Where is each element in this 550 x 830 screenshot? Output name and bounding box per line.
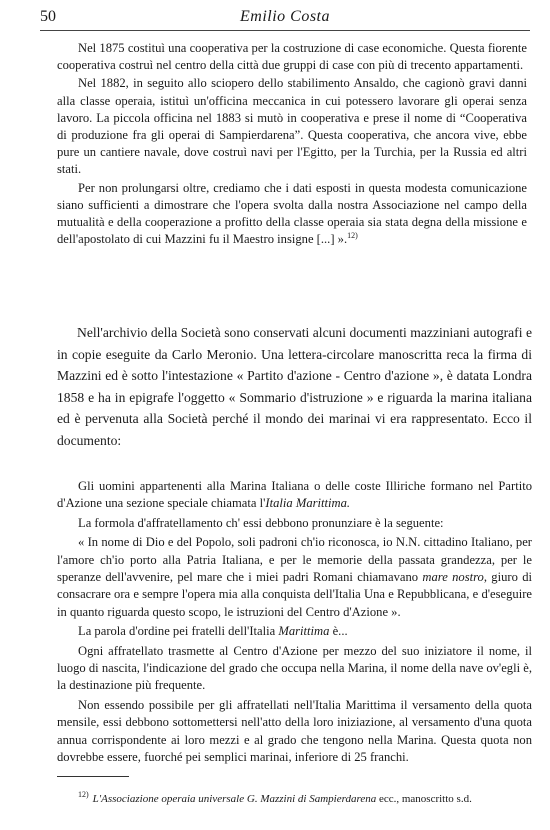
footnote-title: L'Associazione operaia universale G. Mazzini di Sampierdarena bbox=[92, 793, 377, 805]
text-span: « In nome di Dio e del Popolo, soli padroni ch'io riconosca, io N.N. cittadino Italiano, per l'amore ch'io porto alla Patria Italiana, e per le memorie della passata grandezza, per le speranze dell'avvenire, pel mare che i miei padri Romani chiamavano bbox=[57, 535, 532, 585]
paragraph-officina-meccanica: Nel 1882, in seguito allo sciopero dello stabilimento Ansaldo, che cagionò gravi danni alla classe operaia, istituì un'officina meccanica in cui potessero lavorare gli operai senza lavoro. La piccola officina nel 1883 si mutò in cooperativa e prese il nome di “Cooperativa di produzione fra gli operai di Sampierdarena”. Questa cooperativa, che ancora vive, ebbe pure un cantiere navale, dove costruì navi per l'Egitto, per la Turchia, per la Russia ed altri stati. bbox=[57, 76, 527, 177]
paragraph-giuramento bbox=[57, 534, 532, 621]
italic-span: Marittima bbox=[278, 624, 330, 639]
footnote-rest: ecc., manoscritto s.d. bbox=[376, 793, 472, 805]
text-span: Gli uomini appartenenti alla Marina Italiana o delle coste Illiriche formano nel Partito d'Azione una sezione speciale chiamata l' bbox=[57, 479, 532, 511]
text-span: , giuro di consacrare ora e sempre l'opera mia alla conquista dell'Italia Una e Repubblicana, e d'eseguire in quanto riguarda questo scopo, le istruzioni del Centro d'Azione ». bbox=[57, 570, 533, 619]
footnote-reference: 12) bbox=[347, 231, 358, 241]
quoted-report-block bbox=[57, 40, 527, 248]
paragraph-parola-ordine bbox=[57, 623, 532, 640]
running-head: Emilio Costa bbox=[239, 8, 330, 25]
text-span: è... bbox=[329, 624, 348, 639]
page-header bbox=[40, 6, 530, 31]
main-text-block bbox=[57, 322, 532, 452]
italic-span: mare nostro bbox=[422, 570, 484, 585]
footnote-mark: 12) bbox=[78, 790, 89, 800]
paragraph-quota: Non essendo possibile per gli affratellati nell'Italia Marittima il versamento della quota mensile, essi debbono sottomettersi nell'atto della loro iniziazione, al versamento d'una quota annua corrispondente ai loro mezzi e al grado che tengono nella Marina. Questa quota non dovrebbe essere, fuorché pei semplici marinai, inferiore di 25 franchi. bbox=[57, 697, 532, 765]
footnote bbox=[78, 792, 538, 806]
paragraph-italia-marittima bbox=[57, 478, 532, 513]
paragraph-cooperativa-case: Nel 1875 costituì una cooperativa per la costruzione di case economiche. Questa fiorente cooperativa costruì nel centro della città due gruppi di case con più di trecento appartamenti. bbox=[57, 41, 527, 73]
paragraph-conclusione bbox=[57, 180, 527, 249]
text-span: La parola d'ordine pei fratelli dell'Italia bbox=[78, 624, 279, 639]
italic-span: Italia Marittima. bbox=[265, 496, 351, 511]
footnote-divider bbox=[57, 776, 129, 777]
paragraph-archivio: Nell'archivio della Società sono conservati alcuni documenti mazziniani autografi e in copie eseguite da Carlo Meronio. Una lettera-circolare manoscritta reca la firma di Mazzini ed è sotto l'intestazione « Partito d'azione - Centro d'azione », è datata Londra 1858 e ha in epigrafe l'oggetto « Sommario d'istruzione » e riguarda la marina italiana ed è pervenuta alla Società perché il mondo dei marinai vi era rappresentato. Ecco il documento: bbox=[57, 325, 532, 448]
mazzini-document-block bbox=[57, 478, 532, 767]
conclusion-text: Per non prolungarsi oltre, crediamo che i dati esposti in questa modesta comunicazione siano sufficienti a dimostrare che l'opera svolta dalla nostra Associazione nel campo della mutualità e della cooperazione a profitto della classe operaia sia stata degna della missione e dell'apostolato di cui Mazzini fu il Maestro insigne [...] ». bbox=[57, 180, 527, 247]
paragraph-affratellato: Ogni affratellato trasmette al Centro d'Azione per mezzo del suo iniziatore il nome, il luogo di nascita, l'indicazione del grado che occupa nella Marina, il nome della nave ov'egli è, la destinazione più frequente. bbox=[57, 643, 532, 693]
paragraph-formola: La formola d'affratellamento ch' essi debbono pronunziare è la seguente: bbox=[78, 515, 444, 530]
page-number: 50 bbox=[40, 8, 56, 25]
